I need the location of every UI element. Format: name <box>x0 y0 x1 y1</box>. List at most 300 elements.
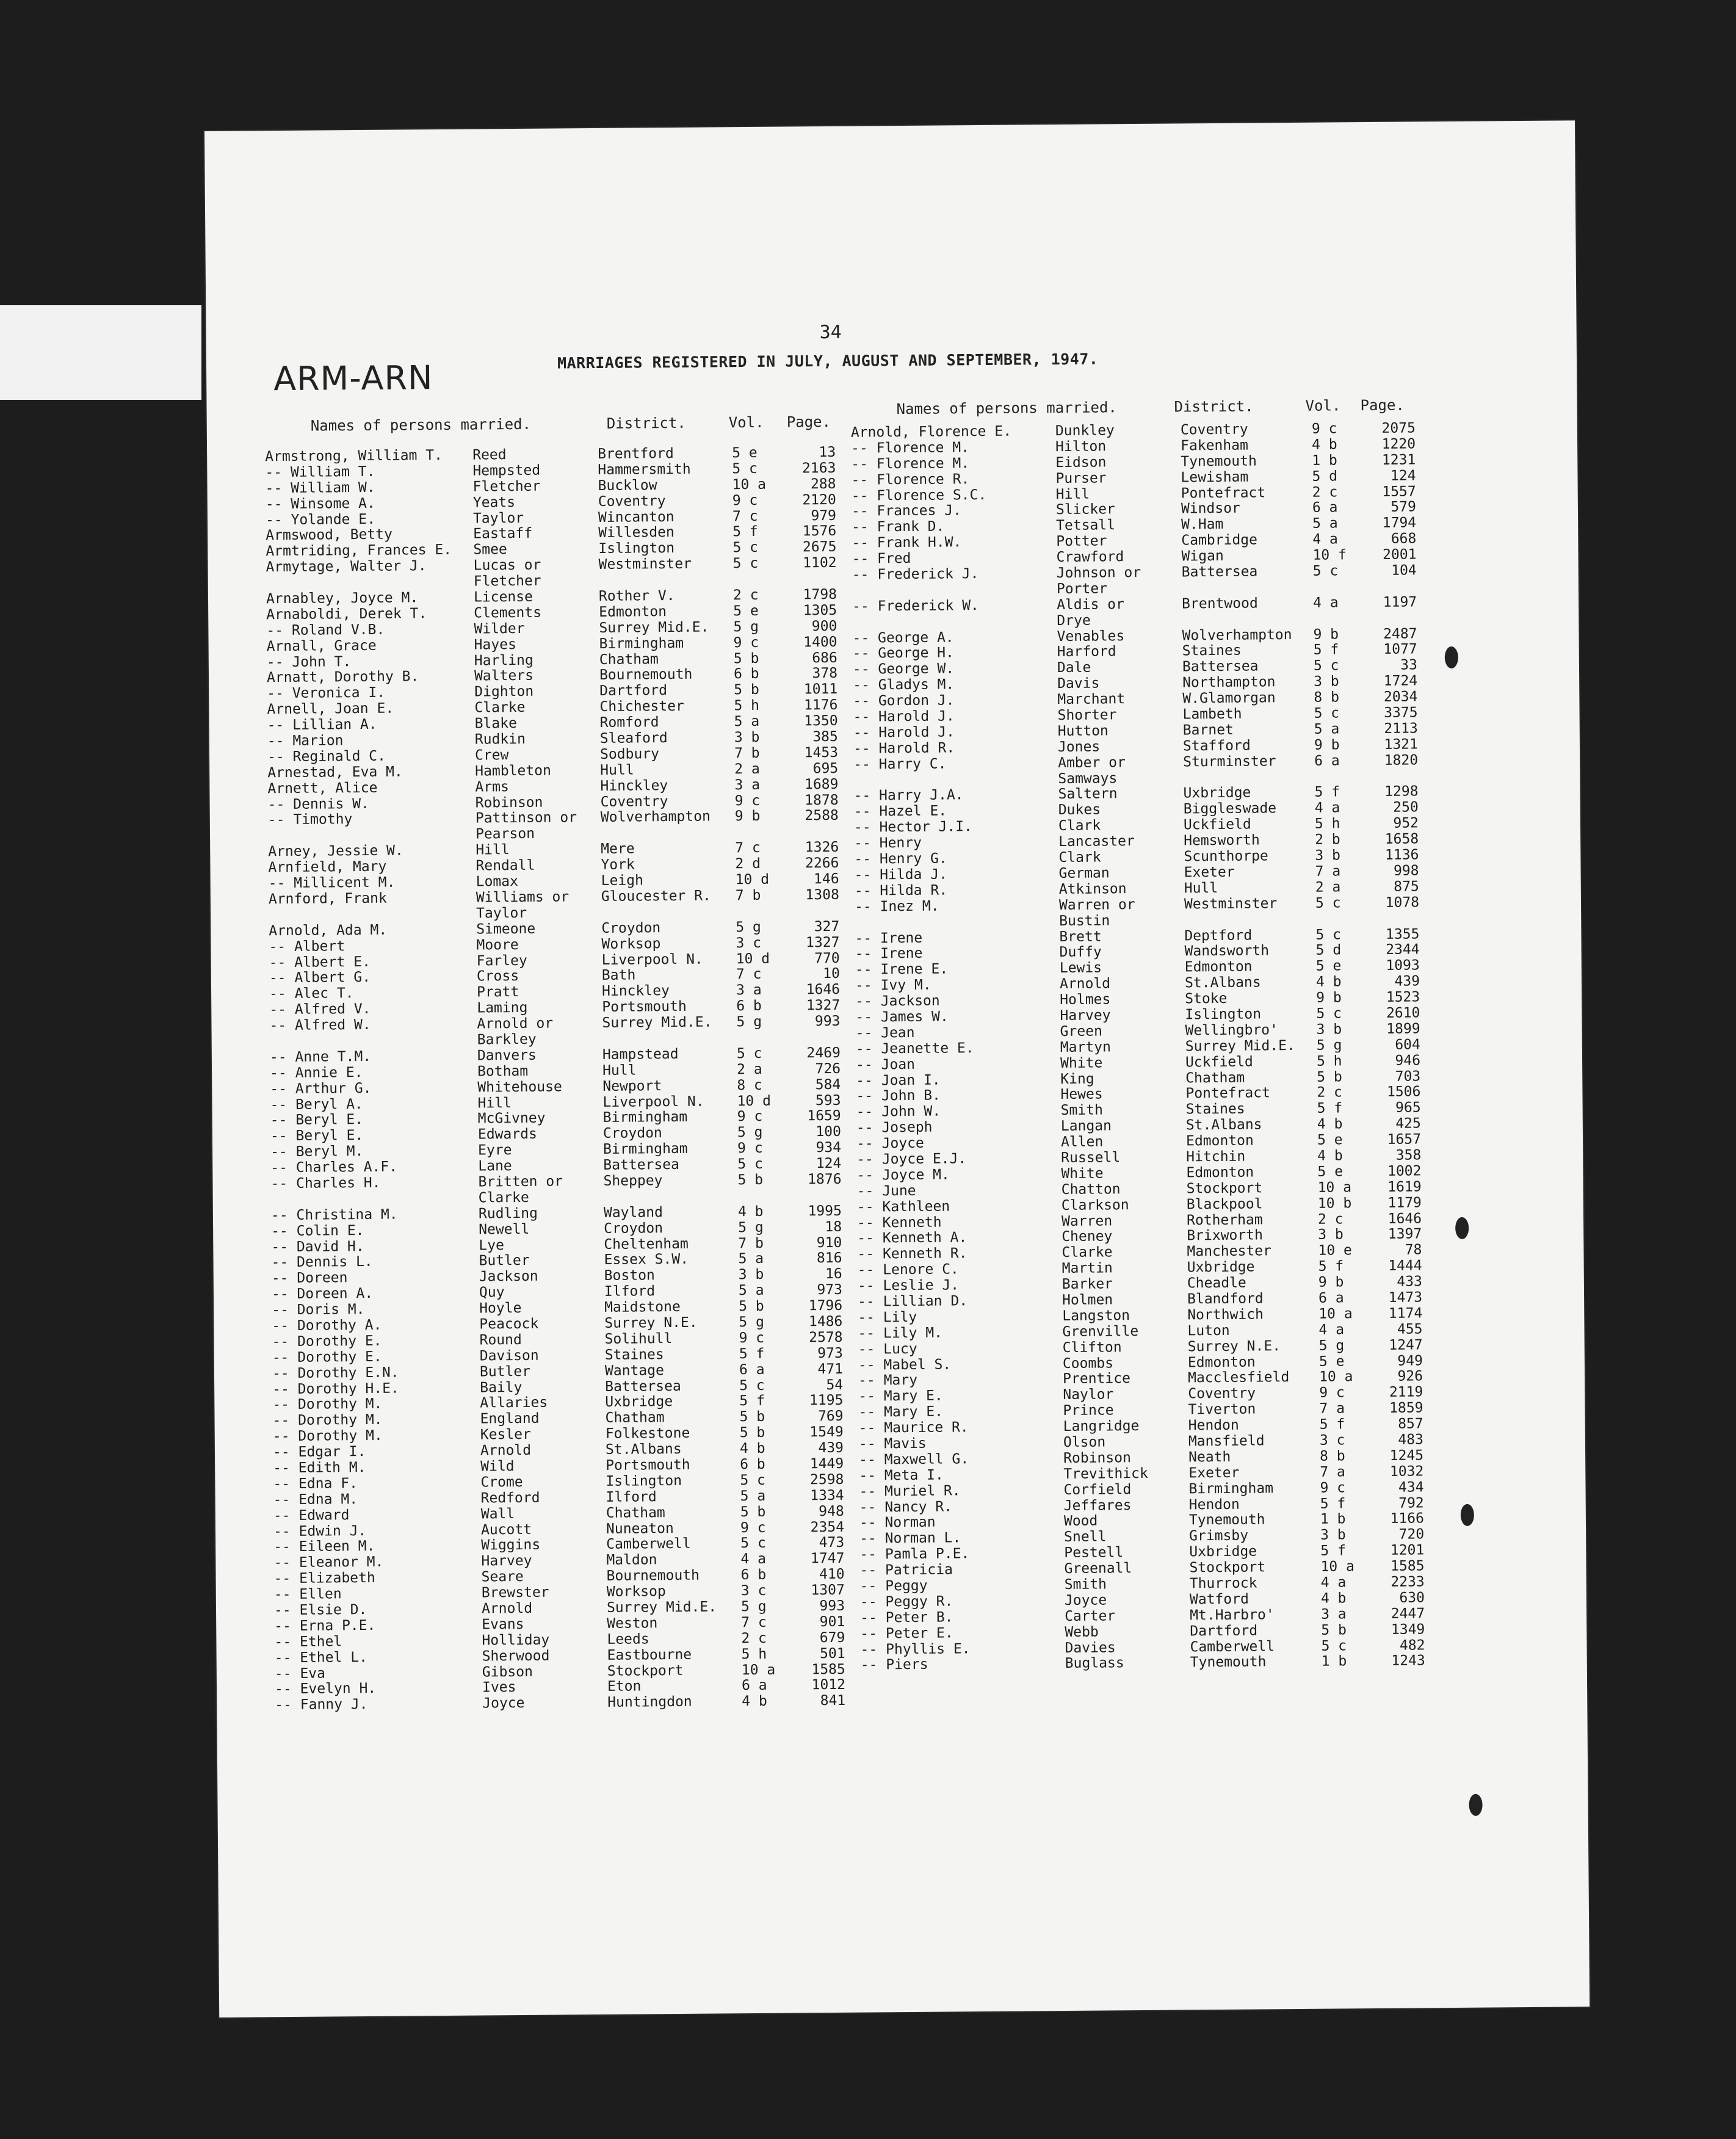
spouse-surname: Dale <box>1057 659 1091 676</box>
spouse-surname: Cheney <box>1061 1228 1113 1245</box>
spouse-surname: Langan <box>1060 1118 1112 1135</box>
volume: 2 a <box>734 761 760 778</box>
spouse-surname: Simeone <box>476 921 536 938</box>
volume: 6 b <box>740 1456 765 1473</box>
person-name: Arnall, Grace <box>266 637 377 654</box>
names-header: Names of persons married. <box>896 399 1117 418</box>
volume: 5 b <box>737 1171 764 1189</box>
person-name: -- Beryl E. <box>270 1127 364 1145</box>
person-name: -- Florence R. <box>851 471 970 488</box>
spouse-surname: Dukes <box>1058 802 1101 819</box>
page-ref: 327 <box>814 918 840 935</box>
volume: 3 a <box>734 776 761 793</box>
page-ref: 630 <box>1399 1590 1425 1606</box>
person-name: -- Ethel <box>274 1634 342 1650</box>
spouse-surname: Harford <box>1057 643 1116 661</box>
page-ref: 686 <box>812 650 837 666</box>
page-ref: 1201 <box>1390 1542 1425 1559</box>
page-ref: 473 <box>819 1535 845 1551</box>
spouse-surname: Robinson <box>1063 1450 1131 1466</box>
district: Wayland <box>603 1204 663 1221</box>
page-ref: 1876 <box>808 1171 842 1188</box>
district: Westminster <box>598 556 692 573</box>
spouse-surname: Tetsall <box>1056 517 1116 534</box>
spouse-surname: Evans <box>482 1616 524 1633</box>
person-name: -- Alfred W. <box>269 1016 371 1034</box>
volume: 5 g <box>1318 1337 1345 1354</box>
spouse-surname: Holmen <box>1061 1292 1113 1309</box>
spouse-surname: Davies <box>1065 1639 1116 1656</box>
volume: 3 b <box>1320 1527 1346 1544</box>
page-ref: 1557 <box>1382 483 1416 500</box>
person-name: -- Leslie J. <box>857 1277 960 1294</box>
page-ref: 1453 <box>804 744 839 761</box>
district: Northwich <box>1187 1306 1264 1323</box>
spouse-surname: Peacock <box>479 1316 539 1333</box>
volume: 5 e <box>732 444 758 461</box>
person-name: Arnabley, Joyce M. <box>266 590 419 607</box>
person-name: Arnaboldi, Derek T. <box>266 606 427 623</box>
volume: 10 a <box>1320 1558 1355 1575</box>
spouse-surname: Harvey <box>1060 1007 1111 1024</box>
person-name: -- Albert E. <box>269 954 371 971</box>
district: Dartford <box>599 682 668 700</box>
person-name: -- Peter B. <box>860 1609 953 1626</box>
volume: 2 c <box>1317 1084 1343 1101</box>
page-ref: 993 <box>819 1598 845 1615</box>
person-name: -- Albert <box>269 938 345 955</box>
page-ref: 1878 <box>805 792 839 808</box>
person-name: -- Doreen <box>271 1270 348 1287</box>
volume: 4 b <box>1315 974 1342 990</box>
spouse-surname: Fletcher <box>473 573 541 590</box>
page-ref: 770 <box>814 950 840 966</box>
volume: 2 b <box>1315 831 1340 848</box>
spouse-surname: Warren <box>1061 1212 1113 1229</box>
page-ref: 1247 <box>1389 1337 1423 1353</box>
volume: 5 d <box>1312 468 1338 485</box>
volume: 4 b <box>1317 1116 1343 1132</box>
person-name: Arnford, Frank <box>268 890 387 908</box>
spouse-surname: Marchant <box>1057 691 1126 708</box>
spouse-surname: England <box>480 1411 540 1427</box>
volume: 5 f <box>1317 1100 1343 1117</box>
district: Chatham <box>599 651 659 668</box>
person-name: -- Irene <box>855 946 923 963</box>
spouse-surname: Crome <box>480 1474 523 1491</box>
page-ref: 979 <box>811 507 837 524</box>
spouse-surname: Hutton <box>1057 723 1109 739</box>
page-title: MARRIAGES REGISTERED IN JULY, AUGUST AND SEPTEMBER, 1947. <box>557 350 1099 372</box>
person-name: -- Charles A.F. <box>270 1159 398 1176</box>
spouse-surname: Allen <box>1060 1134 1104 1151</box>
district: W.Glamorgan <box>1182 690 1276 707</box>
spouse-surname: Taylor <box>476 905 527 922</box>
spouse-surname: Naylor <box>1063 1386 1114 1403</box>
spouse-surname: Samways <box>1058 770 1118 787</box>
volume: 5 f <box>739 1345 765 1362</box>
spouse-surname: Pestell <box>1064 1544 1124 1562</box>
district: St.Albans <box>1184 974 1261 991</box>
person-name: -- Hilda J. <box>854 866 948 883</box>
page-ref: 124 <box>816 1155 842 1172</box>
volume: 5 f <box>1318 1258 1344 1275</box>
person-name: -- Harold R. <box>853 740 955 757</box>
spouse-surname: Davison <box>479 1347 539 1364</box>
volume: 7 b <box>738 1235 764 1251</box>
spouse-surname: Round <box>479 1331 522 1348</box>
volume: 5 c <box>740 1535 766 1552</box>
page-ref: 901 <box>819 1613 845 1630</box>
volume: 8 c <box>737 1077 762 1093</box>
spouse-surname: Clifton <box>1062 1339 1122 1356</box>
spouse-surname: Joyce <box>482 1695 525 1712</box>
spouse-surname: Pratt <box>476 984 519 1001</box>
person-name: -- Inez M. <box>854 898 939 915</box>
page-ref: 1197 <box>1383 594 1417 610</box>
volume: 1 b <box>1321 1653 1347 1670</box>
page-ref: 2113 <box>1384 720 1418 737</box>
volume: 7 c <box>735 840 761 856</box>
district: Maidstone <box>604 1299 681 1316</box>
page-ref: 425 <box>1395 1115 1421 1132</box>
volume: 10 d <box>735 871 770 888</box>
district: Chichester <box>599 698 685 715</box>
volume: 8 b <box>1314 689 1339 706</box>
spouse-surname: Edwards <box>477 1126 537 1143</box>
page-ref: 378 <box>812 665 838 682</box>
right-entry-list <box>850 420 1425 1674</box>
page-ref: 1523 <box>1386 989 1420 1005</box>
person-name: -- Alfred V. <box>269 1001 371 1018</box>
volume: 5 g <box>736 919 761 935</box>
page-ref: 1093 <box>1386 957 1420 974</box>
page-ref: 841 <box>820 1693 846 1709</box>
person-name: -- Peggy R. <box>859 1593 953 1610</box>
volume: 3 c <box>740 1582 767 1599</box>
volume: 4 b <box>1311 436 1337 453</box>
volume: 2 d <box>735 856 761 872</box>
district: Rother V. <box>598 587 675 604</box>
person-name: -- Mary E. <box>858 1403 944 1421</box>
person-name: -- Henry <box>854 834 922 852</box>
spouse-surname: Britten or <box>478 1173 563 1190</box>
page-ref: 124 <box>1390 468 1416 484</box>
page-ref: 10 <box>823 966 840 982</box>
person-name: -- Hector J.I. <box>853 819 972 836</box>
page-ref: 952 <box>1393 815 1419 832</box>
volume: 3 b <box>1315 847 1341 864</box>
district: Battersea <box>1182 658 1259 675</box>
spouse-surname: Prentice <box>1062 1370 1130 1388</box>
spouse-surname: Russell <box>1061 1149 1121 1166</box>
person-name: -- Erna P.E. <box>274 1617 376 1635</box>
district: Essex S.W. <box>604 1251 689 1269</box>
spouse-surname: Butler <box>479 1363 531 1380</box>
page-ref: 18 <box>825 1218 842 1235</box>
page-ref: 1078 <box>1385 894 1420 911</box>
volume: 5 b <box>739 1298 764 1315</box>
volume: 7 a <box>1320 1464 1345 1480</box>
person-name: -- Hilda R. <box>854 882 948 899</box>
person-name: -- Dorothy E.N. <box>272 1364 399 1381</box>
district: Hammersmith <box>598 461 691 478</box>
person-name: -- Dorothy M. <box>272 1427 383 1445</box>
volume: 4 b <box>1317 1148 1343 1164</box>
spouse-surname: Barker <box>1061 1276 1113 1293</box>
page-ref: 2001 <box>1383 546 1417 563</box>
volume: 5 g <box>1316 1037 1342 1054</box>
page-ref: 695 <box>812 760 839 777</box>
page-ref: 1011 <box>803 681 838 698</box>
spouse-surname: Venables <box>1057 628 1125 645</box>
district: Tynemouth <box>1190 1654 1267 1671</box>
spouse-surname: Moore <box>476 936 519 954</box>
page-ref: 33 <box>1400 657 1418 673</box>
spouse-surname: Butler <box>479 1253 530 1269</box>
volume: 2 c <box>1312 484 1338 501</box>
district: Leeds <box>607 1631 649 1648</box>
page-ref: 1397 <box>1387 1226 1422 1243</box>
page-ref: 703 <box>1395 1068 1421 1085</box>
volume: 3 b <box>738 1267 764 1283</box>
page-ref: 250 <box>1393 799 1419 816</box>
volume: 4 b <box>739 1440 765 1457</box>
volume: 3 b <box>734 729 760 746</box>
left-column <box>265 413 846 1714</box>
district: Hull <box>1184 880 1218 897</box>
page-ref: 910 <box>816 1234 842 1251</box>
person-name: -- Maurice R. <box>858 1419 969 1436</box>
page-ref: 973 <box>817 1282 843 1298</box>
spouse-surname: Jones <box>1057 739 1101 755</box>
district: St.Albans <box>605 1441 682 1458</box>
page-ref: 13 <box>819 444 836 461</box>
page-ref: 2075 <box>1381 420 1416 436</box>
spouse-surname: Walters <box>474 668 534 685</box>
district: Maldon <box>606 1552 657 1569</box>
volume: 4 a <box>1318 1322 1345 1338</box>
person-name: -- Fanny J. <box>275 1696 368 1714</box>
volume: 3 b <box>1314 673 1339 690</box>
district: Hampstead <box>602 1046 679 1063</box>
volume: 10 a <box>741 1662 776 1678</box>
district: Wolverhampton <box>1182 626 1292 644</box>
page-ref: 2120 <box>802 491 836 508</box>
page-ref: 358 <box>1395 1147 1422 1164</box>
volume: 5 a <box>1314 721 1340 737</box>
volume: 5 c <box>1315 895 1341 911</box>
person-name: Arnell, Joan E. <box>267 700 394 718</box>
page-ref: 679 <box>819 1629 845 1646</box>
volume: 5 d <box>1315 942 1342 959</box>
spouse-surname: Seare <box>481 1569 524 1585</box>
district: Islington <box>598 540 675 557</box>
volume: 5 h <box>734 698 760 714</box>
page-ref: 2598 <box>809 1471 844 1488</box>
spouse-surname: Wild <box>480 1458 515 1475</box>
person-name: -- Mabel S. <box>858 1356 952 1374</box>
district: Solihull <box>604 1330 673 1347</box>
district: Surrey N.E. <box>1187 1337 1281 1355</box>
district: Coventry <box>600 793 668 810</box>
person-name: -- Elsie D. <box>273 1601 367 1619</box>
person-name: -- Dorothy M. <box>272 1412 383 1429</box>
person-name: -- Dorothy A. <box>272 1317 382 1334</box>
person-name: -- Gordon J. <box>853 692 955 709</box>
spouse-surname: Hill <box>477 1095 512 1112</box>
page-ref: 2119 <box>1389 1384 1423 1401</box>
volume: 5 c <box>1314 705 1340 722</box>
page-ref: 816 <box>816 1250 842 1267</box>
page-ref: 385 <box>812 728 838 745</box>
page-ref: 1659 <box>807 1108 841 1124</box>
person-name: -- Frank H.W. <box>852 534 962 551</box>
spouse-surname: Taylor <box>472 510 524 527</box>
spouse-surname: Purser <box>1055 470 1107 487</box>
page-ref: 1657 <box>1387 1131 1422 1148</box>
spouse-surname: Reed <box>472 447 507 463</box>
district: Macclesfield <box>1187 1369 1290 1386</box>
district: Wellingbro' <box>1185 1022 1279 1039</box>
volume: 5 a <box>734 714 760 730</box>
volume: 5 f <box>739 1393 765 1410</box>
district: W.Ham <box>1181 516 1224 533</box>
person-name: -- Lily <box>858 1309 917 1326</box>
district: Uxbridge <box>1183 785 1251 802</box>
district: Chatham <box>1185 1070 1245 1086</box>
volume: 5 a <box>738 1283 764 1299</box>
page-ref: 434 <box>1398 1479 1424 1496</box>
person-name: -- Joan <box>855 1056 916 1073</box>
page-ref: 926 <box>1397 1368 1423 1385</box>
volume: 6 a <box>1312 499 1338 516</box>
page-ref: 16 <box>825 1266 842 1283</box>
page-header: Page. <box>786 413 831 431</box>
page-ref: 100 <box>816 1124 842 1140</box>
spouse-surname: White <box>1061 1165 1104 1182</box>
district: Stoke <box>1185 990 1228 1007</box>
spouse-surname: Hill <box>1055 486 1090 502</box>
volume: 5 b <box>740 1504 766 1520</box>
volume: 6 a <box>1318 1290 1344 1306</box>
spouse-surname: Chatton <box>1061 1181 1121 1198</box>
volume: 5 e <box>1317 1164 1344 1180</box>
spouse-surname: Lancaster <box>1058 833 1135 850</box>
spouse-surname: Rudkin <box>474 731 526 748</box>
page-ref: 726 <box>815 1060 841 1077</box>
district: Islington <box>1185 1006 1262 1023</box>
district: Cambridge <box>1181 532 1258 549</box>
spouse-surname: Yeats <box>472 494 516 511</box>
person-name: -- Florence M. <box>851 455 970 472</box>
vol-header: Vol. <box>728 413 764 432</box>
district: Willesden <box>598 524 675 541</box>
register-page <box>204 120 1590 2018</box>
spouse-surname: Pearson <box>475 826 535 842</box>
district: Chatham <box>605 1410 665 1427</box>
district: Uxbridge <box>1189 1543 1257 1560</box>
district: Wigan <box>1181 548 1224 565</box>
volume: 10 a <box>1317 1179 1352 1196</box>
volume: 6 b <box>736 998 762 1015</box>
volume: 7 c <box>732 508 758 524</box>
person-name: -- Kenneth R. <box>857 1245 967 1262</box>
spouse-surname: Arnold <box>1059 975 1111 993</box>
volume: 3 b <box>1318 1226 1344 1243</box>
page-ref: 1298 <box>1384 783 1419 800</box>
volume: 2 a <box>1315 879 1341 896</box>
district: Folkestone <box>605 1425 690 1442</box>
person-name: -- Irene <box>855 930 923 947</box>
volume: 5 a <box>738 1251 764 1267</box>
spouse-surname: Brett <box>1059 928 1102 945</box>
person-name: -- Frederick W. <box>852 597 979 615</box>
page-ref: 1619 <box>1387 1179 1422 1195</box>
person-name: -- Annie E. <box>270 1064 363 1081</box>
district: Edmonton <box>1184 958 1253 975</box>
page-ref: 288 <box>810 476 836 492</box>
page-ref: 471 <box>817 1361 844 1377</box>
page-ref: 2266 <box>805 855 839 872</box>
page-ref: 1506 <box>1386 1084 1421 1101</box>
page-ref: 1307 <box>811 1582 845 1599</box>
page-ref: 1995 <box>808 1203 842 1220</box>
district: Battersea <box>605 1378 681 1395</box>
district: Surrey Mid.E. <box>602 1014 712 1031</box>
page-ref: 1585 <box>1391 1558 1425 1574</box>
district: Tiverton <box>1188 1401 1256 1418</box>
district: Uxbridge <box>1187 1259 1255 1276</box>
person-name: -- George H. <box>852 645 955 662</box>
spouse-surname: Lane <box>478 1158 512 1174</box>
page-ref: 1305 <box>803 602 837 619</box>
person-name: -- Timothy <box>267 811 353 828</box>
page-ref: 439 <box>1394 973 1420 990</box>
spouse-surname: Farley <box>476 952 527 969</box>
person-name: -- Christina M. <box>270 1206 398 1223</box>
spouse-surname: Warren or <box>1058 896 1135 913</box>
spouse-surname: Clark <box>1058 817 1101 834</box>
volume: 4 a <box>1320 1574 1347 1591</box>
district: Westminster <box>1184 895 1278 913</box>
volume: 5 c <box>1316 1005 1342 1022</box>
person-name: -- Dorothy E. <box>272 1333 382 1350</box>
page-ref: 1473 <box>1388 1289 1423 1306</box>
volume: 5 c <box>737 1156 763 1173</box>
spouse-surname: Eidson <box>1055 454 1107 471</box>
person-name: -- Elizabeth <box>273 1570 375 1587</box>
page-ref: 1326 <box>805 839 839 856</box>
person-name: -- Dennis W. <box>267 795 369 813</box>
page-ref: 2578 <box>809 1329 843 1346</box>
district: Thurrock <box>1189 1575 1257 1592</box>
person-name: -- Mary E. <box>858 1388 943 1405</box>
district: Tynemouth <box>1181 453 1257 470</box>
spouse-surname: Bustin <box>1059 913 1110 929</box>
district: Surrey N.E. <box>604 1314 698 1331</box>
page-ref: 501 <box>819 1645 845 1662</box>
person-name: -- Patricia <box>859 1562 953 1579</box>
page-ref: 1796 <box>808 1297 843 1314</box>
volume: 6 b <box>733 666 759 682</box>
page-ref: 1176 <box>803 697 838 714</box>
person-name: Arnatt, Dorothy B. <box>266 668 419 686</box>
district: Islington <box>606 1472 682 1489</box>
page-ref: 1747 <box>810 1551 845 1567</box>
person-name: -- Albert G. <box>269 969 371 986</box>
person-name: -- Alec T. <box>269 985 354 1002</box>
